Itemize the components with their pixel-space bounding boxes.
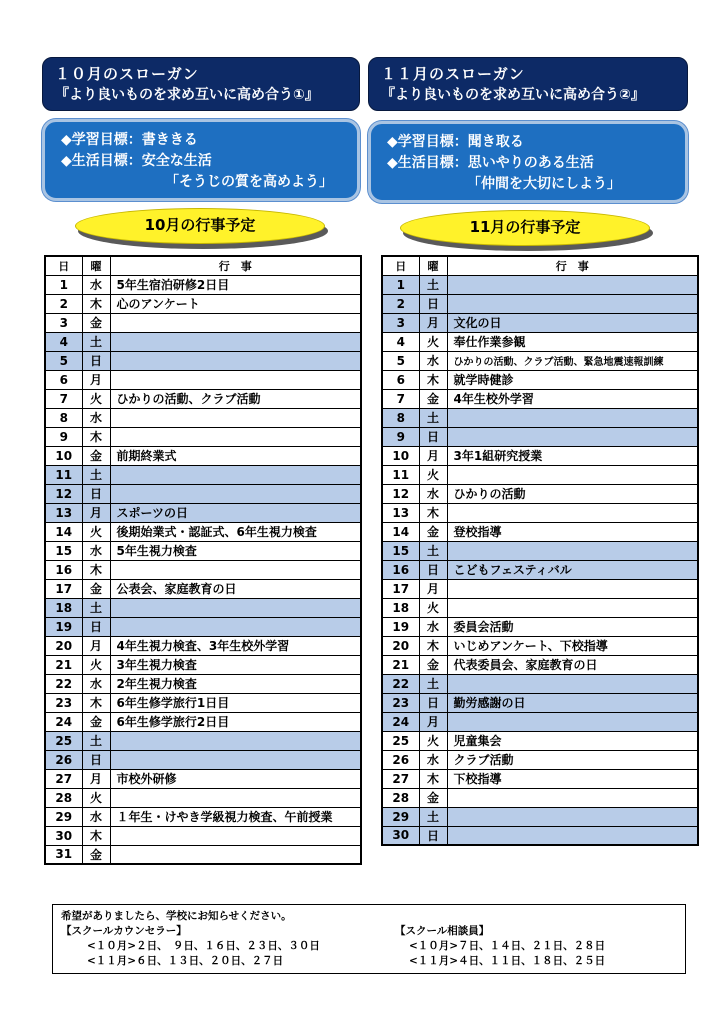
table-row xyxy=(382,560,698,579)
event-cell xyxy=(110,408,361,427)
event-cell: 代表委員会、家庭教育の日 xyxy=(447,655,698,674)
weekday-cell: 木 xyxy=(82,427,110,446)
day-cell: 18 xyxy=(382,598,419,617)
weekday-cell: 月 xyxy=(82,636,110,655)
table-row xyxy=(382,826,698,845)
day-cell: 24 xyxy=(45,712,82,731)
table-row xyxy=(45,313,361,332)
table-row xyxy=(382,503,698,522)
event-cell xyxy=(447,465,698,484)
table-row xyxy=(382,769,698,788)
counselor-title: 【スクールカウンセラー】 xyxy=(61,925,187,937)
day-cell: 14 xyxy=(45,522,82,541)
day-cell: 15 xyxy=(382,541,419,560)
day-cell: 5 xyxy=(382,351,419,370)
weekday-cell: 日 xyxy=(82,617,110,636)
event-cell: スポーツの日 xyxy=(110,503,361,522)
weekday-cell: 金 xyxy=(82,845,110,864)
day-cell: 26 xyxy=(382,750,419,769)
event-cell xyxy=(110,313,361,332)
event-cell: 児童集会 xyxy=(447,731,698,750)
advisor-title: 【スクール相談員】 xyxy=(395,925,490,937)
table-row xyxy=(45,522,361,541)
weekday-cell: 日 xyxy=(82,351,110,370)
event-cell: クラブ活動 xyxy=(447,750,698,769)
event-cell: 奉仕作業参観 xyxy=(447,332,698,351)
event-cell xyxy=(110,731,361,750)
weekday-cell: 水 xyxy=(419,351,447,370)
day-cell: 17 xyxy=(45,579,82,598)
day-cell: 20 xyxy=(45,636,82,655)
table-row xyxy=(382,427,698,446)
table-row xyxy=(382,370,698,389)
event-cell: 5年生視力検査 xyxy=(110,541,361,560)
table-row xyxy=(45,826,361,845)
day-cell: 1 xyxy=(45,275,82,294)
table-row xyxy=(382,332,698,351)
weekday-cell: 土 xyxy=(419,408,447,427)
table-row xyxy=(45,788,361,807)
day-cell: 12 xyxy=(45,484,82,503)
day-cell: 27 xyxy=(382,769,419,788)
day-cell: 22 xyxy=(45,674,82,693)
table-row xyxy=(45,731,361,750)
table-row xyxy=(45,275,361,294)
table-row xyxy=(382,579,698,598)
weekday-cell: 月 xyxy=(82,503,110,522)
weekday-cell: 火 xyxy=(82,788,110,807)
table-row xyxy=(382,389,698,408)
day-cell: 21 xyxy=(382,655,419,674)
weekday-cell: 日 xyxy=(419,294,447,313)
day-cell: 21 xyxy=(45,655,82,674)
weekday-cell: 木 xyxy=(82,560,110,579)
event-cell: 後期始業式・認証式、6年生視力検査 xyxy=(110,522,361,541)
event-cell: 2年生視力検査 xyxy=(110,674,361,693)
weekday-cell: 水 xyxy=(82,674,110,693)
counseling-note-box xyxy=(52,904,686,974)
header-event: 行 事 xyxy=(110,256,361,275)
day-cell: 8 xyxy=(45,408,82,427)
note-intro: 希望がありましたら、学校にお知らせください。 xyxy=(61,910,292,922)
event-cell xyxy=(110,427,361,446)
weekday-cell: 水 xyxy=(419,484,447,503)
table-row xyxy=(382,446,698,465)
event-cell xyxy=(447,408,698,427)
weekday-cell: 金 xyxy=(82,446,110,465)
weekday-cell: 火 xyxy=(82,522,110,541)
event-cell: １年生・けやき学級視力検査、午前授業 xyxy=(110,807,361,826)
weekday-cell: 月 xyxy=(82,370,110,389)
day-cell: 13 xyxy=(382,503,419,522)
day-cell: 4 xyxy=(382,332,419,351)
nov-goal-life: ◆生活目標：思いやりのある生活 xyxy=(387,155,594,171)
weekday-cell: 月 xyxy=(419,579,447,598)
table-row xyxy=(45,465,361,484)
weekday-cell: 金 xyxy=(419,788,447,807)
table-row xyxy=(45,370,361,389)
weekday-cell: 木 xyxy=(419,370,447,389)
day-cell: 25 xyxy=(45,731,82,750)
day-cell: 31 xyxy=(45,845,82,864)
event-cell xyxy=(110,351,361,370)
table-row xyxy=(45,351,361,370)
event-cell: ひかりの活動、クラブ活動 xyxy=(110,389,361,408)
table-row xyxy=(382,636,698,655)
event-cell: 公表会、家庭教育の日 xyxy=(110,579,361,598)
table-row xyxy=(45,845,361,864)
oct-schedule-title: 10月の行事予定 xyxy=(75,208,325,244)
table-row xyxy=(382,674,698,693)
weekday-cell: 土 xyxy=(82,598,110,617)
day-cell: 16 xyxy=(45,560,82,579)
event-cell: 6年生修学旅行1日目 xyxy=(110,693,361,712)
day-cell: 7 xyxy=(45,389,82,408)
day-cell: 6 xyxy=(382,370,419,389)
day-cell: 2 xyxy=(45,294,82,313)
table-row xyxy=(45,503,361,522)
day-cell: 19 xyxy=(382,617,419,636)
day-cell: 30 xyxy=(382,826,419,845)
weekday-cell: 月 xyxy=(419,313,447,332)
table-row xyxy=(45,541,361,560)
event-cell: 4年生校外学習 xyxy=(447,389,698,408)
event-cell xyxy=(447,579,698,598)
event-cell: ひかりの活動 xyxy=(447,484,698,503)
table-row xyxy=(382,807,698,826)
oct-goal-life-sub: 「そうじの質を高めよう」 xyxy=(165,174,333,190)
table-row xyxy=(45,636,361,655)
event-cell: 4年生視力検査、3年生校外学習 xyxy=(110,636,361,655)
table-row xyxy=(45,769,361,788)
weekday-cell: 金 xyxy=(82,579,110,598)
weekday-cell: 金 xyxy=(419,389,447,408)
day-cell: 13 xyxy=(45,503,82,522)
table-row xyxy=(382,712,698,731)
event-cell: 委員会活動 xyxy=(447,617,698,636)
day-cell: 17 xyxy=(382,579,419,598)
event-cell: 6年生修学旅行2日目 xyxy=(110,712,361,731)
table-row xyxy=(382,465,698,484)
table-row xyxy=(382,351,698,370)
nov-slogan-title: １１月のスローガン xyxy=(381,65,525,83)
event-cell xyxy=(110,465,361,484)
day-cell: 8 xyxy=(382,408,419,427)
table-row xyxy=(382,294,698,313)
weekday-cell: 土 xyxy=(82,332,110,351)
nov-table-header xyxy=(382,256,698,275)
header-day: 日 xyxy=(45,256,82,275)
weekday-cell: 水 xyxy=(419,750,447,769)
day-cell: 27 xyxy=(45,769,82,788)
event-cell: 文化の日 xyxy=(447,313,698,332)
nov-slogan-text: 『より良いものを求め互いに高め合う②』 xyxy=(381,87,645,103)
weekday-cell: 月 xyxy=(419,712,447,731)
event-cell: 心のアンケート xyxy=(110,294,361,313)
oct-slogan-title: １０月のスローガン xyxy=(55,65,199,83)
day-cell: 7 xyxy=(382,389,419,408)
day-cell: 26 xyxy=(45,750,82,769)
table-row xyxy=(45,712,361,731)
day-cell: 23 xyxy=(382,693,419,712)
weekday-cell: 金 xyxy=(419,522,447,541)
oct-goals-box xyxy=(42,119,360,201)
table-row xyxy=(45,484,361,503)
table-row xyxy=(382,275,698,294)
day-cell: 16 xyxy=(382,560,419,579)
weekday-cell: 日 xyxy=(419,826,447,845)
event-cell xyxy=(447,674,698,693)
event-cell: 3年1組研究授業 xyxy=(447,446,698,465)
event-cell xyxy=(447,427,698,446)
weekday-cell: 火 xyxy=(82,389,110,408)
day-cell: 25 xyxy=(382,731,419,750)
event-cell: 登校指導 xyxy=(447,522,698,541)
weekday-cell: 火 xyxy=(82,655,110,674)
event-cell xyxy=(447,807,698,826)
weekday-cell: 水 xyxy=(82,408,110,427)
weekday-cell: 土 xyxy=(82,731,110,750)
table-row xyxy=(382,731,698,750)
weekday-cell: 日 xyxy=(82,484,110,503)
day-cell: 3 xyxy=(382,313,419,332)
table-row xyxy=(45,294,361,313)
event-cell: 下校指導 xyxy=(447,769,698,788)
counselor-oct-dates: <１０月>２日、 ９日、１６日、２３日、３０日 xyxy=(87,940,320,952)
day-cell: 30 xyxy=(45,826,82,845)
day-cell: 4 xyxy=(45,332,82,351)
table-row xyxy=(45,389,361,408)
weekday-cell: 水 xyxy=(82,541,110,560)
table-row xyxy=(382,522,698,541)
weekday-cell: 水 xyxy=(82,807,110,826)
weekday-cell: 水 xyxy=(419,617,447,636)
event-cell xyxy=(110,332,361,351)
weekday-cell: 火 xyxy=(419,598,447,617)
day-cell: 2 xyxy=(382,294,419,313)
weekday-cell: 木 xyxy=(419,503,447,522)
day-cell: 9 xyxy=(45,427,82,446)
event-cell: 5年生宿泊研修2日目 xyxy=(110,275,361,294)
table-row xyxy=(45,579,361,598)
day-cell: 3 xyxy=(45,313,82,332)
oct-goal-study: ◆学習目標：書ききる xyxy=(61,132,198,148)
event-cell: いじめアンケート、下校指導 xyxy=(447,636,698,655)
weekday-cell: 金 xyxy=(419,655,447,674)
weekday-cell: 水 xyxy=(82,275,110,294)
table-row xyxy=(45,446,361,465)
weekday-cell: 日 xyxy=(419,427,447,446)
table-row xyxy=(45,427,361,446)
event-cell xyxy=(110,560,361,579)
oct-table-header xyxy=(45,256,361,275)
nov-schedule-title: 11月の行事予定 xyxy=(400,210,650,246)
table-row xyxy=(382,693,698,712)
weekday-cell: 木 xyxy=(419,636,447,655)
nov-schedule-table xyxy=(381,255,699,846)
weekday-cell: 木 xyxy=(419,769,447,788)
table-row xyxy=(45,655,361,674)
table-row xyxy=(382,617,698,636)
weekday-cell: 金 xyxy=(82,712,110,731)
nov-goal-life-sub: 「仲間を大切にしよう」 xyxy=(467,176,621,192)
weekday-cell: 木 xyxy=(82,693,110,712)
day-cell: 11 xyxy=(382,465,419,484)
nov-goals-box xyxy=(368,121,688,203)
day-cell: 24 xyxy=(382,712,419,731)
day-cell: 28 xyxy=(382,788,419,807)
day-cell: 5 xyxy=(45,351,82,370)
table-row xyxy=(45,560,361,579)
weekday-cell: 火 xyxy=(419,731,447,750)
day-cell: 20 xyxy=(382,636,419,655)
event-cell xyxy=(110,370,361,389)
table-row xyxy=(382,408,698,427)
event-cell: 就学時健診 xyxy=(447,370,698,389)
day-cell: 10 xyxy=(45,446,82,465)
oct-schedule-table xyxy=(44,255,362,865)
advisor-nov-dates: <１１月>４日、１１日、１８日、２５日 xyxy=(409,955,606,967)
event-cell xyxy=(447,294,698,313)
table-row xyxy=(45,693,361,712)
event-cell: 勤労感謝の日 xyxy=(447,693,698,712)
table-row xyxy=(382,750,698,769)
day-cell: 6 xyxy=(45,370,82,389)
day-cell: 29 xyxy=(45,807,82,826)
header-event: 行 事 xyxy=(447,256,698,275)
weekday-cell: 金 xyxy=(82,313,110,332)
table-row xyxy=(382,313,698,332)
event-cell xyxy=(447,826,698,845)
event-cell xyxy=(110,598,361,617)
event-cell xyxy=(110,826,361,845)
header-day: 日 xyxy=(382,256,419,275)
table-row xyxy=(45,617,361,636)
weekday-cell: 火 xyxy=(419,465,447,484)
day-cell: 22 xyxy=(382,674,419,693)
day-cell: 11 xyxy=(45,465,82,484)
day-cell: 12 xyxy=(382,484,419,503)
day-cell: 28 xyxy=(45,788,82,807)
header-weekday: 曜 xyxy=(82,256,110,275)
weekday-cell: 木 xyxy=(82,294,110,313)
header-weekday: 曜 xyxy=(419,256,447,275)
weekday-cell: 土 xyxy=(419,275,447,294)
oct-goal-life: ◆生活目標：安全な生活 xyxy=(61,153,212,169)
weekday-cell: 土 xyxy=(419,674,447,693)
event-cell: 前期終業式 xyxy=(110,446,361,465)
table-row xyxy=(45,332,361,351)
table-row xyxy=(45,408,361,427)
day-cell: 1 xyxy=(382,275,419,294)
weekday-cell: 土 xyxy=(419,807,447,826)
event-cell xyxy=(110,617,361,636)
event-cell: 市校外研修 xyxy=(110,769,361,788)
counselor-nov-dates: <１１月>６日、１３日、２０日、２７日 xyxy=(87,955,284,967)
nov-slogan-box xyxy=(368,57,688,111)
day-cell: 14 xyxy=(382,522,419,541)
event-cell xyxy=(447,275,698,294)
weekday-cell: 日 xyxy=(419,560,447,579)
table-row xyxy=(382,484,698,503)
table-row xyxy=(45,807,361,826)
table-row xyxy=(382,541,698,560)
weekday-cell: 日 xyxy=(82,750,110,769)
table-row xyxy=(382,655,698,674)
weekday-cell: 土 xyxy=(419,541,447,560)
event-cell xyxy=(110,484,361,503)
event-cell xyxy=(447,503,698,522)
event-cell xyxy=(110,750,361,769)
table-row xyxy=(45,674,361,693)
event-cell: 3年生視力検査 xyxy=(110,655,361,674)
table-row xyxy=(382,598,698,617)
day-cell: 9 xyxy=(382,427,419,446)
event-cell xyxy=(447,598,698,617)
weekday-cell: 日 xyxy=(419,693,447,712)
table-row xyxy=(45,598,361,617)
weekday-cell: 火 xyxy=(419,332,447,351)
event-cell: こどもフェスティバル xyxy=(447,560,698,579)
weekday-cell: 月 xyxy=(82,769,110,788)
nov-goal-study: ◆学習目標：聞き取る xyxy=(387,134,524,150)
day-cell: 15 xyxy=(45,541,82,560)
day-cell: 23 xyxy=(45,693,82,712)
event-cell xyxy=(447,541,698,560)
event-cell xyxy=(110,845,361,864)
event-cell xyxy=(110,788,361,807)
weekday-cell: 土 xyxy=(82,465,110,484)
weekday-cell: 月 xyxy=(419,446,447,465)
advisor-oct-dates: <１０月>７日、１４日、２１日、２８日 xyxy=(409,940,606,952)
day-cell: 10 xyxy=(382,446,419,465)
day-cell: 29 xyxy=(382,807,419,826)
table-row xyxy=(382,788,698,807)
event-cell xyxy=(447,788,698,807)
event-cell xyxy=(447,712,698,731)
weekday-cell: 木 xyxy=(82,826,110,845)
event-cell: ひかりの活動、クラブ活動、緊急地震速報訓練 xyxy=(447,351,698,370)
table-row xyxy=(45,750,361,769)
day-cell: 18 xyxy=(45,598,82,617)
day-cell: 19 xyxy=(45,617,82,636)
oct-slogan-box xyxy=(42,57,360,111)
oct-slogan-text: 『より良いものを求め互いに高め合う①』 xyxy=(55,87,319,103)
